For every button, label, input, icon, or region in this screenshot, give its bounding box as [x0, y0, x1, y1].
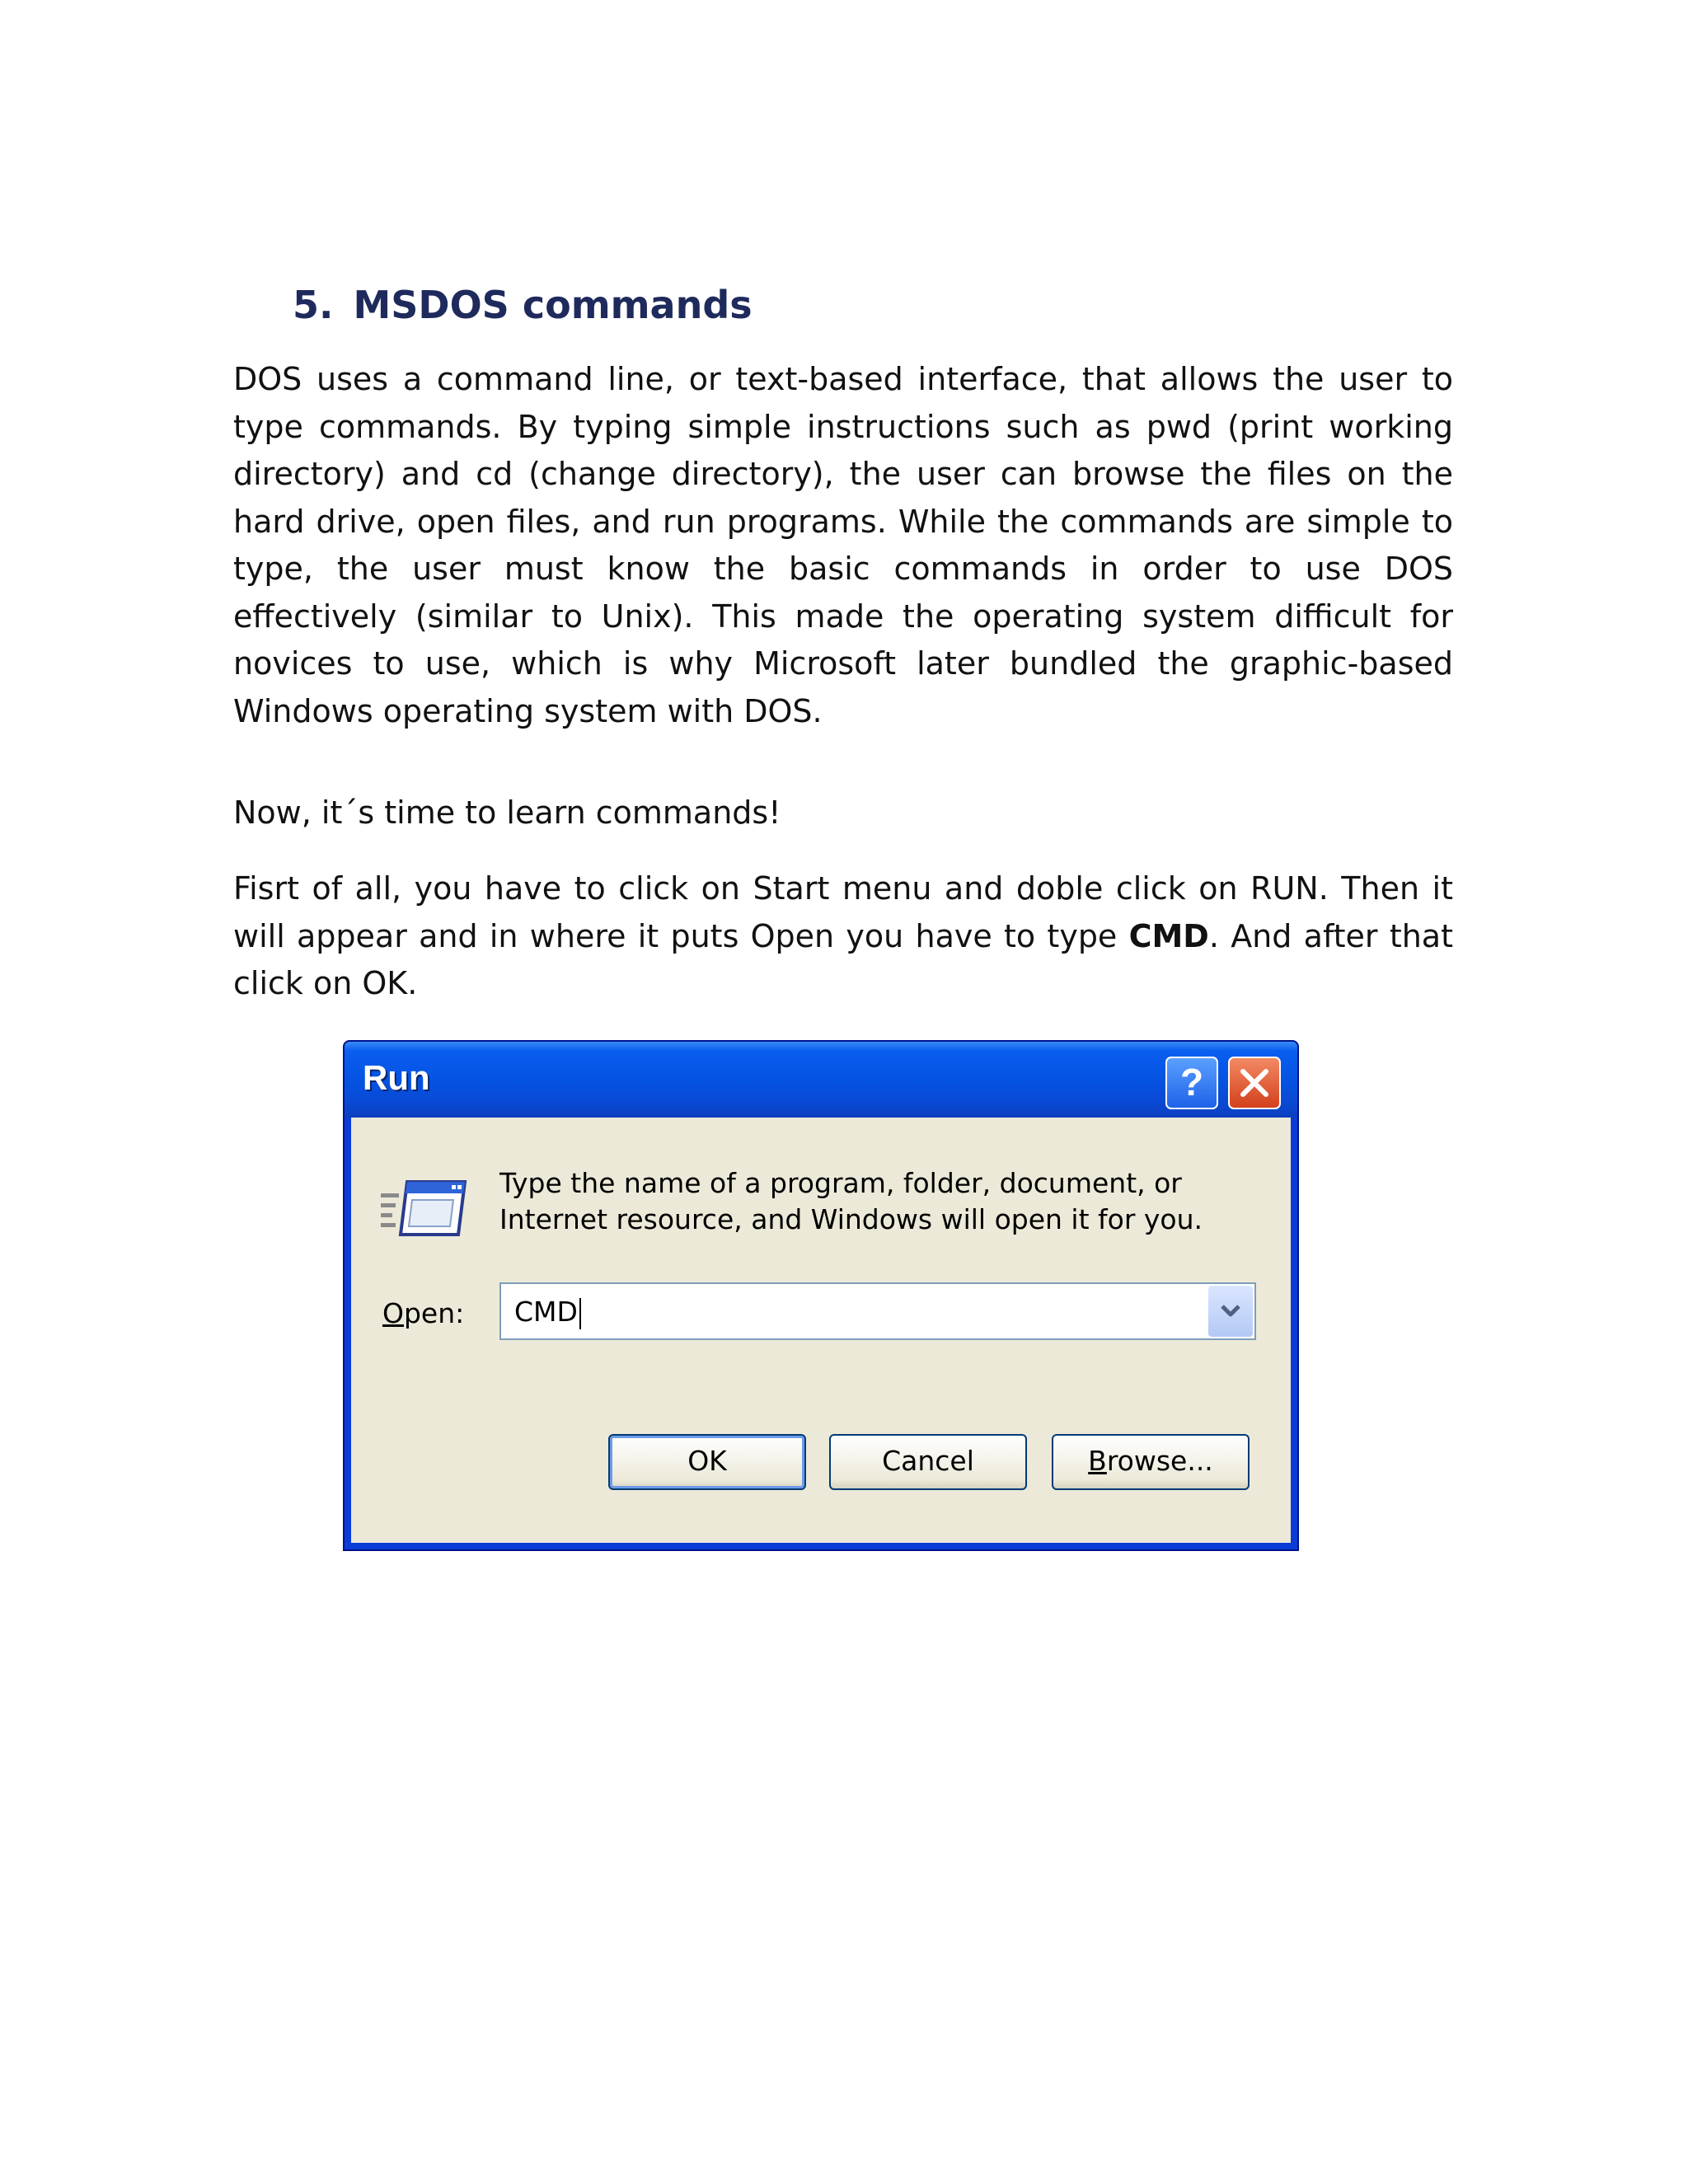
- description-line-1: Type the name of a program, folder, document, or: [499, 1167, 1182, 1199]
- instructions-paragraph: [233, 865, 1453, 1008]
- run-program-icon: [379, 1175, 470, 1241]
- open-dropdown-button[interactable]: [1208, 1286, 1253, 1337]
- section-heading: [293, 272, 753, 338]
- instructions-text-1: Fisrt of all, you have to click on Start menu and doble click on RUN. Then it will appear and in where it puts Open you have to type: [233, 870, 1453, 954]
- browse-accelerator: B: [1088, 1445, 1107, 1477]
- run-dialog: [343, 1040, 1299, 1551]
- open-label-text: pen:: [403, 1297, 465, 1329]
- open-combobox[interactable]: [499, 1282, 1256, 1340]
- close-button[interactable]: [1228, 1057, 1281, 1109]
- dropdown-arrow-icon: [1220, 1302, 1241, 1320]
- intro-paragraph: DOS uses a command line, or text-based interface, that allows the user to type commands. By typing simple instructions such as pwd (print working directory) and cd (change directory), the user can browse the files on the hard drive, open files, and run programs. While the commands are simple to type, the user must know the basic commands in order to use DOS effectively (similar to Unix). This made the operating system difficult for novices to use, which is why Microsoft later bundled the graphic-based Windows operating system with DOS.: [233, 361, 1453, 729]
- browse-button[interactable]: [1052, 1434, 1250, 1490]
- dialog-titlebar[interactable]: [345, 1042, 1297, 1118]
- description-line-2: Internet resource, and Windows will open it for you.: [499, 1203, 1203, 1235]
- instructions-bold: CMD: [1128, 917, 1209, 954]
- section-title: MSDOS commands: [353, 283, 753, 327]
- section-number: 5.: [293, 283, 334, 327]
- open-label-accelerator: O: [382, 1297, 404, 1329]
- close-icon: [1238, 1066, 1271, 1099]
- cancel-button[interactable]: Cancel: [829, 1434, 1027, 1490]
- open-input-value[interactable]: [514, 1296, 581, 1329]
- now-paragraph: Now, it´s time to learn commands!: [233, 794, 781, 831]
- dialog-title: Run: [363, 1058, 430, 1097]
- help-button[interactable]: [1165, 1057, 1218, 1109]
- text-caret: [579, 1298, 581, 1329]
- ok-button[interactable]: OK: [608, 1434, 806, 1490]
- help-icon: ?: [1179, 1061, 1204, 1104]
- open-label: [382, 1297, 464, 1329]
- instructions-text-2: . And after that click on OK.: [233, 917, 1453, 1001]
- browse-label: rowse...: [1106, 1445, 1213, 1477]
- dialog-body: [351, 1118, 1291, 1543]
- open-input-text: CMD: [514, 1296, 578, 1328]
- dialog-description: [499, 1165, 1203, 1238]
